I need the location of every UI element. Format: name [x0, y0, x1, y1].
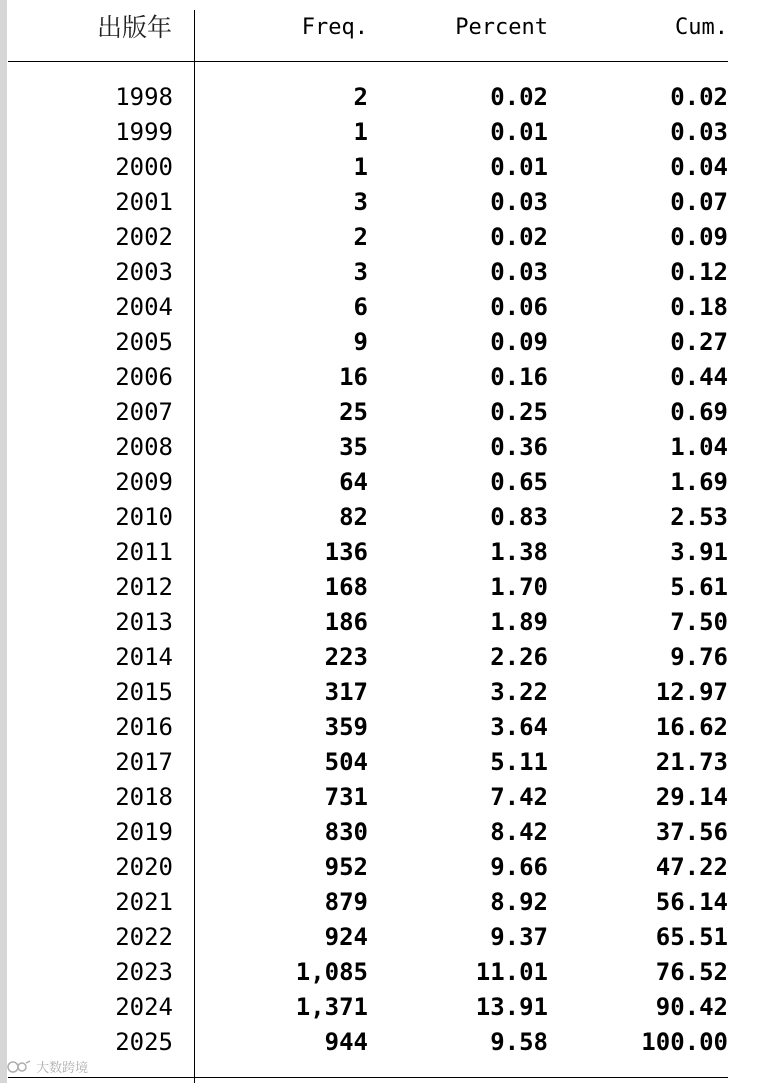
freq-cell: 944 — [324, 1028, 368, 1056]
year-cell: 2009 — [115, 468, 173, 496]
freq-cell: 924 — [324, 923, 368, 951]
cum-cell: 12.97 — [655, 678, 728, 706]
percent-cell: 3.64 — [490, 713, 548, 741]
year-cell: 2010 — [115, 503, 173, 531]
cum-cell: 5.61 — [670, 573, 728, 601]
year-cell: 2016 — [115, 713, 173, 741]
cum-cell: 47.22 — [655, 853, 728, 881]
percent-cell: 1.89 — [490, 608, 548, 636]
cum-cell: 0.07 — [670, 188, 728, 216]
freq-cell: 16 — [339, 363, 368, 391]
freq-cell: 317 — [324, 678, 368, 706]
cum-cell: 90.42 — [655, 993, 728, 1021]
year-cell: 2023 — [115, 958, 173, 986]
cum-cell: 37.56 — [655, 818, 728, 846]
cum-cell: 29.14 — [655, 783, 728, 811]
year-cell: 1998 — [115, 83, 173, 111]
table-row — [0, 885, 761, 920]
freq-cell: 186 — [324, 608, 368, 636]
percent-cell: 0.02 — [490, 223, 548, 251]
table-row — [0, 500, 761, 535]
percent-cell: 3.22 — [490, 678, 548, 706]
percent-cell: 0.36 — [490, 433, 548, 461]
year-cell: 2022 — [115, 923, 173, 951]
freq-cell: 952 — [324, 853, 368, 881]
table-row — [0, 920, 761, 955]
percent-cell: 0.65 — [490, 468, 548, 496]
table-row — [0, 955, 761, 990]
cum-cell: 0.04 — [670, 153, 728, 181]
cum-cell: 2.53 — [670, 503, 728, 531]
freq-cell: 1,085 — [295, 958, 368, 986]
cum-cell: 0.12 — [670, 258, 728, 286]
percent-cell: 7.42 — [490, 783, 548, 811]
table-row — [0, 815, 761, 850]
year-cell: 2004 — [115, 293, 173, 321]
table-row — [0, 605, 761, 640]
cum-cell: 7.50 — [670, 608, 728, 636]
freq-cell: 6 — [353, 293, 368, 321]
cum-cell: 0.09 — [670, 223, 728, 251]
freq-cell: 64 — [339, 468, 368, 496]
cum-cell: 1.04 — [670, 433, 728, 461]
cum-cell: 100.00 — [641, 1028, 728, 1056]
freq-cell: 1,371 — [295, 993, 368, 1021]
year-cell: 2003 — [115, 258, 173, 286]
table-row — [0, 185, 761, 220]
freq-cell: 3 — [353, 188, 368, 216]
year-cell: 2014 — [115, 643, 173, 671]
year-cell: 2020 — [115, 853, 173, 881]
header-rule — [8, 61, 728, 62]
table-row — [0, 1025, 761, 1060]
freq-cell: 2 — [353, 223, 368, 251]
cum-cell: 65.51 — [655, 923, 728, 951]
percent-cell: 0.01 — [490, 153, 548, 181]
freq-cell: 223 — [324, 643, 368, 671]
table-row — [0, 570, 761, 605]
year-cell: 2017 — [115, 748, 173, 776]
table-row — [0, 255, 761, 290]
percent-cell: 9.58 — [490, 1028, 548, 1056]
table-row — [0, 710, 761, 745]
bottom-rule — [8, 1077, 728, 1078]
cum-cell: 56.14 — [655, 888, 728, 916]
table-row — [0, 220, 761, 255]
table-row — [0, 850, 761, 885]
table-body — [0, 80, 761, 1060]
freq-cell: 3 — [353, 258, 368, 286]
freq-cell: 830 — [324, 818, 368, 846]
freq-cell: 504 — [324, 748, 368, 776]
percent-cell: 0.03 — [490, 258, 548, 286]
cum-cell: 0.69 — [670, 398, 728, 426]
year-cell: 2018 — [115, 783, 173, 811]
freq-cell: 879 — [324, 888, 368, 916]
percent-cell: 0.25 — [490, 398, 548, 426]
table-row — [0, 325, 761, 360]
percent-cell: 0.06 — [490, 293, 548, 321]
year-cell: 2019 — [115, 818, 173, 846]
year-cell: 2006 — [115, 363, 173, 391]
percent-cell: 8.92 — [490, 888, 548, 916]
table-row — [0, 395, 761, 430]
year-cell: 2013 — [115, 608, 173, 636]
watermark — [6, 1057, 88, 1079]
freq-cell: 25 — [339, 398, 368, 426]
year-cell: 2008 — [115, 433, 173, 461]
percent-cell: 9.37 — [490, 923, 548, 951]
cum-cell: 21.73 — [655, 748, 728, 776]
table-row — [0, 80, 761, 115]
cum-cell: 3.91 — [670, 538, 728, 566]
year-cell: 2002 — [115, 223, 173, 251]
freq-cell: 9 — [353, 328, 368, 356]
year-cell: 2000 — [115, 153, 173, 181]
percent-cell: 8.42 — [490, 818, 548, 846]
table-row — [0, 535, 761, 570]
percent-cell: 9.66 — [490, 853, 548, 881]
cum-cell: 0.18 — [670, 293, 728, 321]
percent-cell: 0.09 — [490, 328, 548, 356]
cum-cell: 0.27 — [670, 328, 728, 356]
table-row — [0, 780, 761, 815]
year-cell: 2024 — [115, 993, 173, 1021]
table-row — [0, 990, 761, 1025]
freq-cell: 731 — [324, 783, 368, 811]
cum-cell: 0.03 — [670, 118, 728, 146]
year-cell: 2025 — [115, 1028, 173, 1056]
freq-cell: 136 — [324, 538, 368, 566]
freq-cell: 1 — [353, 153, 368, 181]
freq-cell: 2 — [353, 83, 368, 111]
percent-cell: 0.02 — [490, 83, 548, 111]
cum-cell: 76.52 — [655, 958, 728, 986]
percent-cell: 2.26 — [490, 643, 548, 671]
percent-cell: 0.03 — [490, 188, 548, 216]
freq-cell: 35 — [339, 433, 368, 461]
percent-cell: 0.01 — [490, 118, 548, 146]
percent-cell: 0.16 — [490, 363, 548, 391]
table-row — [0, 150, 761, 185]
percent-cell: 1.70 — [490, 573, 548, 601]
year-cell: 2007 — [115, 398, 173, 426]
table-row — [0, 675, 761, 710]
table-row — [0, 640, 761, 675]
header-percent: Percent — [455, 15, 548, 40]
cum-cell: 16.62 — [655, 713, 728, 741]
year-cell: 1999 — [115, 118, 173, 146]
header-cum: Cum. — [675, 15, 728, 40]
header-year: 出版年 — [96, 13, 172, 42]
watermark-text: 大数跨境 — [36, 1061, 89, 1076]
freq-cell: 359 — [324, 713, 368, 741]
year-cell: 2005 — [115, 328, 173, 356]
year-cell: 2012 — [115, 573, 173, 601]
year-cell: 2015 — [115, 678, 173, 706]
cum-cell: 0.02 — [670, 83, 728, 111]
percent-cell: 1.38 — [490, 538, 548, 566]
table-row — [0, 360, 761, 395]
percent-cell: 5.11 — [490, 748, 548, 776]
percent-cell: 0.83 — [490, 503, 548, 531]
year-cell: 2001 — [115, 188, 173, 216]
table-row — [0, 115, 761, 150]
table-row — [0, 465, 761, 500]
table-row — [0, 745, 761, 780]
table-row — [0, 430, 761, 465]
cum-cell: 0.44 — [670, 363, 728, 391]
cum-cell: 9.76 — [670, 643, 728, 671]
year-cell: 2011 — [115, 538, 173, 566]
header-freq: Freq. — [301, 15, 368, 40]
percent-cell: 13.91 — [475, 993, 548, 1021]
table-row — [0, 290, 761, 325]
cum-cell: 1.69 — [670, 468, 728, 496]
watermark-logo-icon — [6, 1059, 32, 1075]
percent-cell: 11.01 — [475, 958, 548, 986]
freq-cell: 168 — [324, 573, 368, 601]
year-cell: 2021 — [115, 888, 173, 916]
freq-cell: 1 — [353, 118, 368, 146]
freq-cell: 82 — [339, 503, 368, 531]
